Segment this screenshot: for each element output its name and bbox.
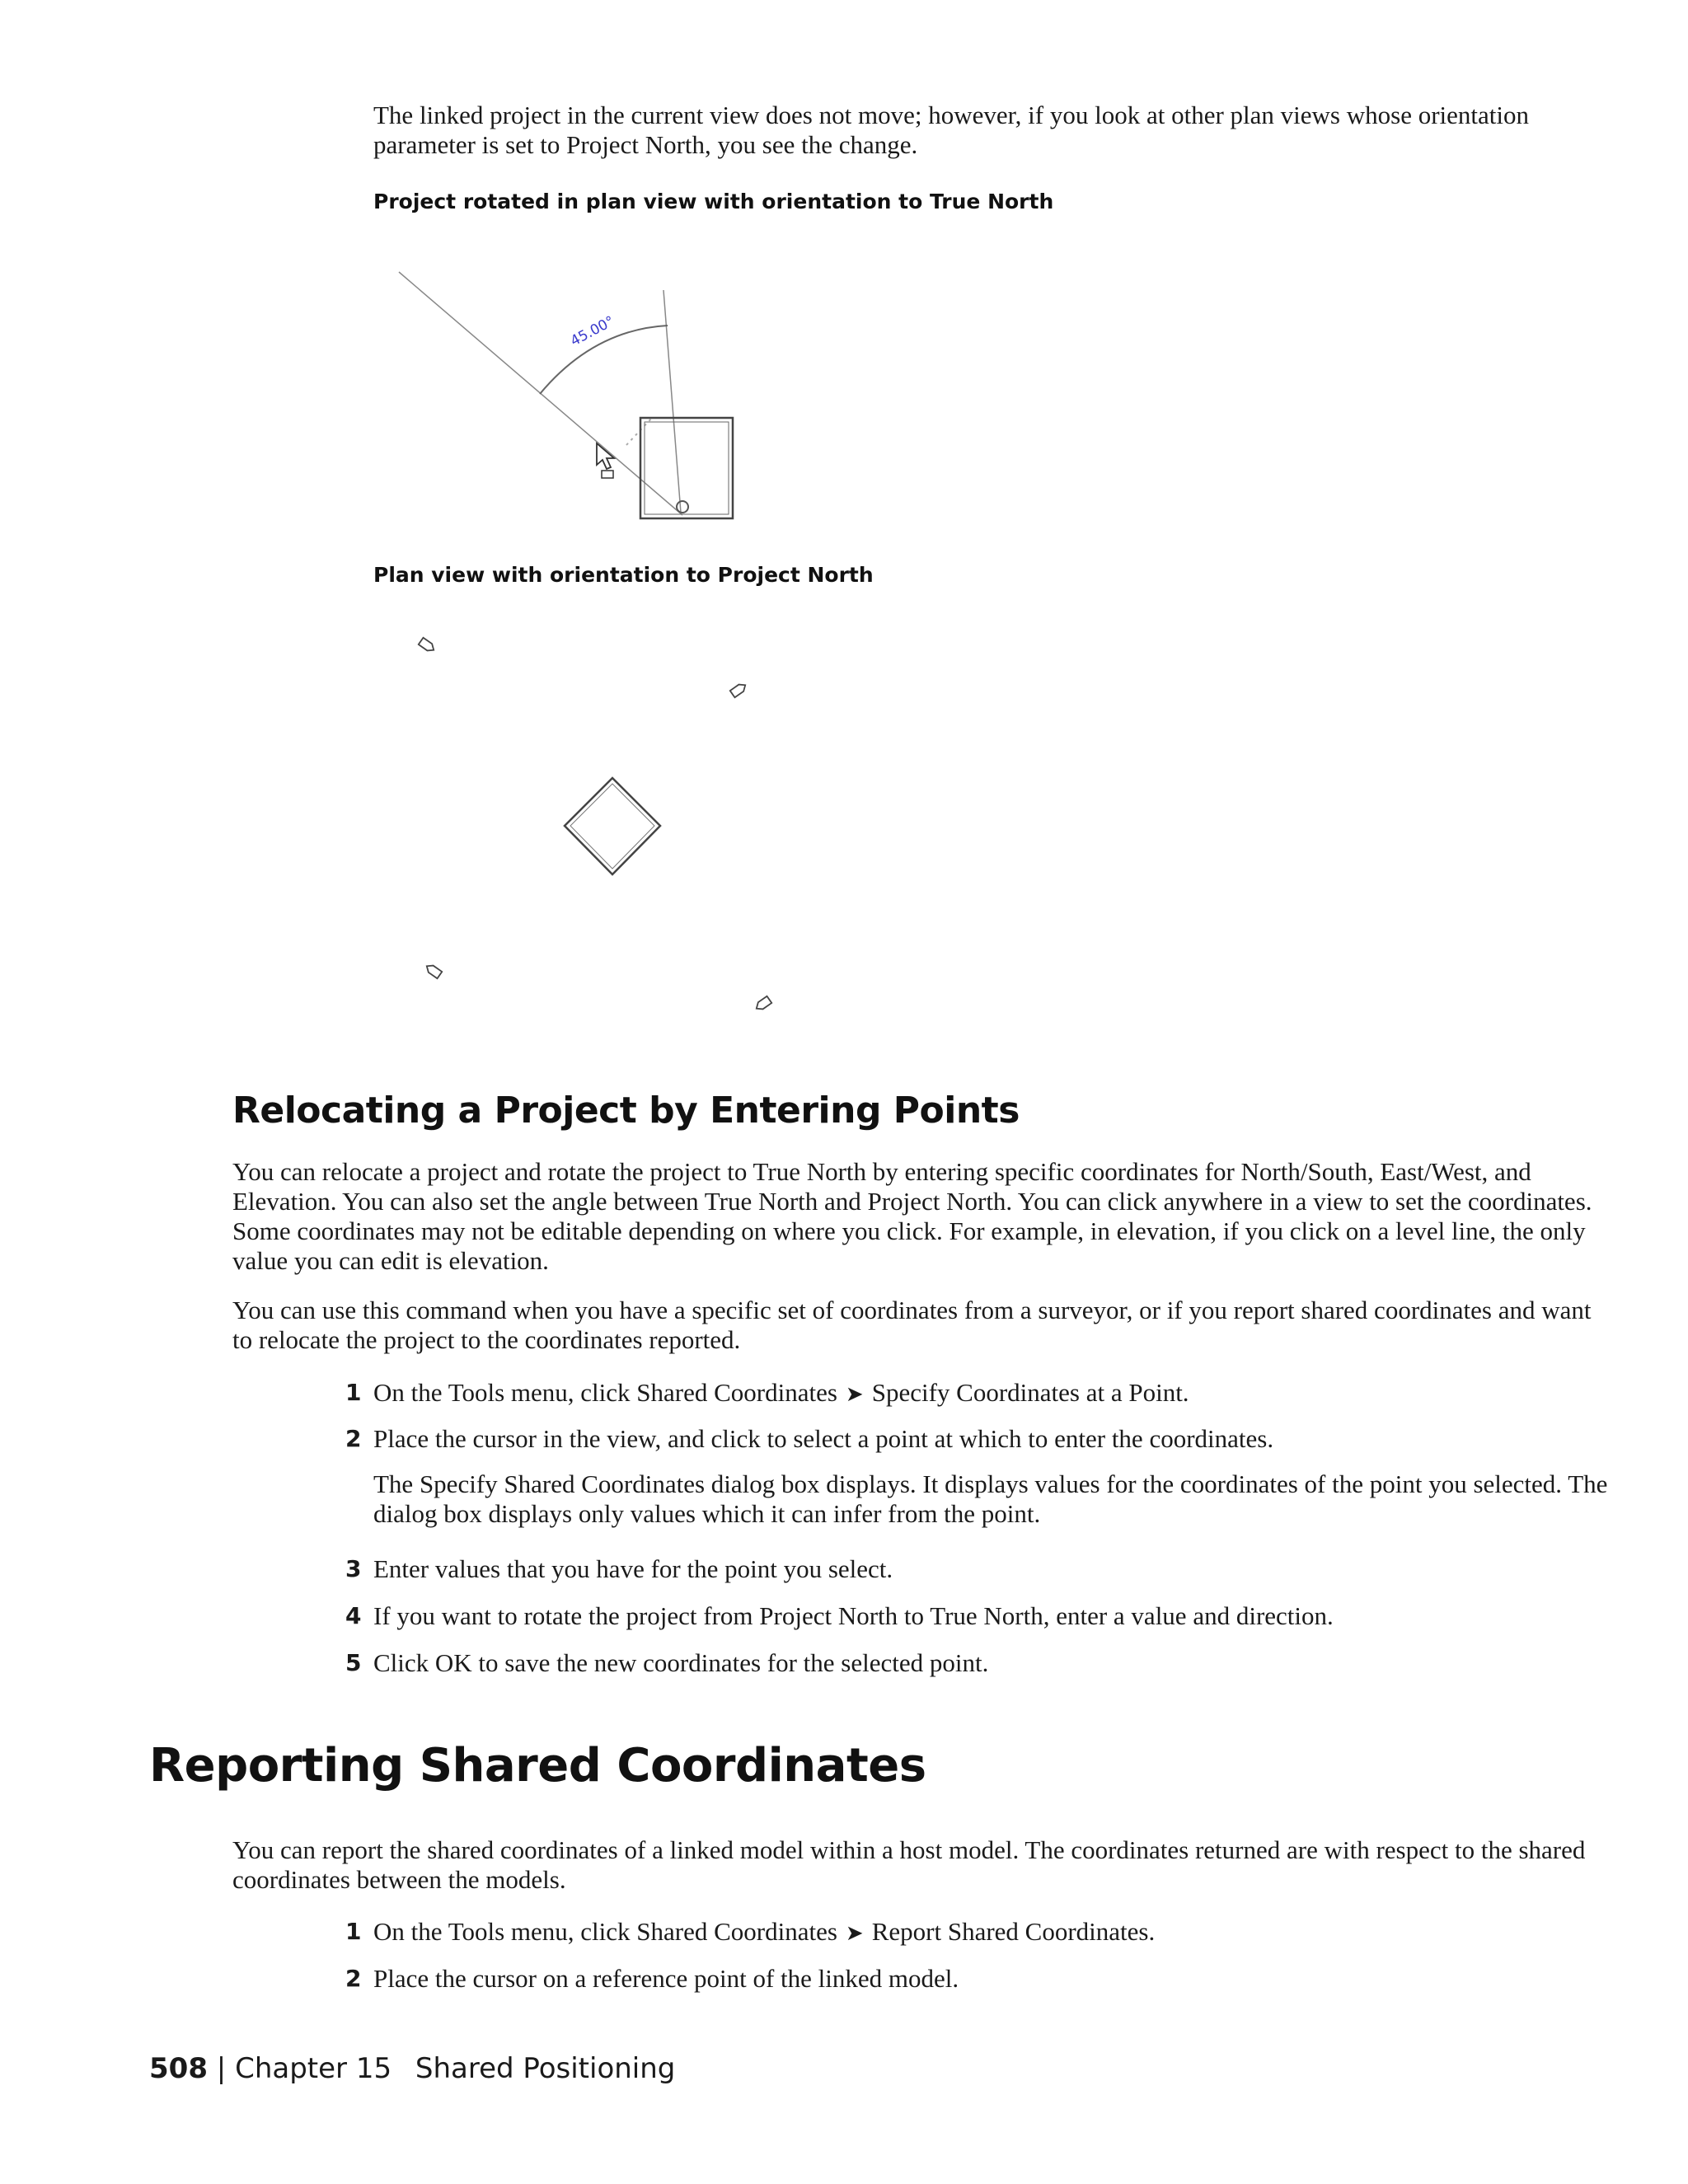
step-text: Enter values that you have for the point you select. [373, 1554, 893, 1583]
footer-chapter-title: Shared Positioning [415, 2052, 676, 2085]
footer-chapter: Chapter 15 [235, 2052, 392, 2085]
step-4 [345, 1601, 1610, 1631]
menu-arrow-icon: ➤ [845, 1382, 864, 1407]
step-number: 4 [345, 1602, 362, 1629]
section-heading-reporting: Reporting Shared Coordinates [149, 1739, 926, 1793]
step-5 [345, 1648, 1610, 1678]
step-text: If you want to rotate the project from Project North to True North, enter a value and direction. [373, 1601, 1334, 1630]
section2-paragraph-1: You can report the shared coordinates of a linked model within a host model. The coordinates returned are with respect to the shared coordinates between the models. [232, 1835, 1586, 1894]
step-3 [345, 1554, 1610, 1584]
figure2-caption: Plan view with orientation to Project North [373, 563, 874, 587]
report-step-1 [345, 1917, 1610, 1948]
elevation-marker-icon [730, 682, 748, 697]
elevation-marker-icon [424, 963, 442, 978]
step-text: Place the cursor in the view, and click to select a point at which to enter the coordinates. [373, 1424, 1274, 1453]
step-number: 1 [345, 1918, 362, 1945]
step-number: 3 [345, 1555, 362, 1582]
step-text: On the Tools menu, click Shared Coordinates [373, 1917, 837, 1946]
step-number: 2 [345, 1965, 362, 1992]
step-text: On the Tools menu, click Shared Coordinates [373, 1378, 837, 1407]
step-number: 5 [345, 1649, 362, 1676]
figure2-drawing [0, 0, 1688, 1071]
page-footer [149, 2052, 675, 2085]
angle-label: 45.00° [567, 312, 617, 350]
section1-paragraph-2: You can use this command when you have a specific set of coordinates from a surveyor, or if you report shared coordinates and want to relocate the project to the coordinates reported. [232, 1296, 1592, 1354]
step-text: Report Shared Coordinates. [871, 1917, 1156, 1946]
rotated-building-outline [565, 778, 660, 874]
figure1-caption: Project rotated in plan view with orientation to True North [373, 190, 1054, 213]
report-step-2 [345, 1964, 1610, 1994]
step-number: 2 [345, 1425, 362, 1452]
section-heading-relocating: Relocating a Project by Entering Points [232, 1090, 1020, 1132]
menu-arrow-icon: ➤ [845, 1921, 864, 1946]
step-number: 1 [345, 1379, 362, 1406]
step-text: Click OK to save the new coordinates for the selected point. [373, 1648, 989, 1677]
footer-separator: | [216, 2052, 227, 2085]
step-text: Specify Coordinates at a Point. [871, 1378, 1189, 1407]
step-text: Place the cursor on a reference point of the linked model. [373, 1964, 959, 1993]
page-number: 508 [149, 2052, 208, 2085]
elevation-marker-icon [754, 996, 771, 1012]
step-2-note: The Specify Shared Coordinates dialog box displays. It displays values for the coordinates of the point you selected. The dialog box displays only values which it can infer from the point. [373, 1469, 1608, 1528]
step-1 [345, 1378, 1610, 1409]
intro-paragraph: The linked project in the current view does not move; however, if you look at other plan views whose orientation parameter is set to Project North, you see the change. [373, 101, 1529, 159]
rotated-building-inner [570, 784, 654, 869]
section1-paragraph-1: You can relocate a project and rotate the project to True North by entering specific coordinates for North/South, East/West, and Elevation. You can also set the angle between True North and Project North. You can click anywhere in a view to set the coordinates. Some coordinates may not be editable depending on where you click. For example, in elevation, if you click on a level line, the only value you can edit is elevation. [232, 1157, 1592, 1275]
elevation-marker-icon [419, 638, 436, 654]
step-2 [345, 1424, 1610, 1454]
